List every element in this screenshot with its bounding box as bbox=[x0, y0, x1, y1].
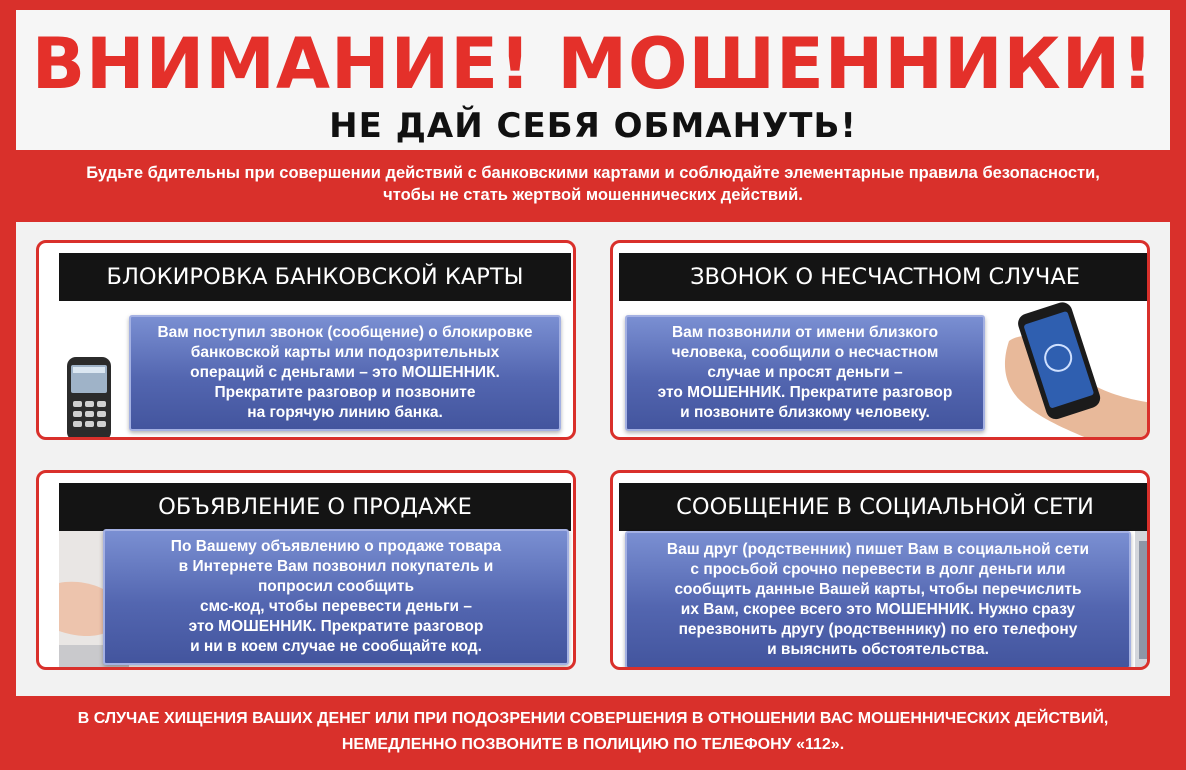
intro-line-1: Будьте бдительны при совершении действий с банковскими картами и соблюдайте элементарные правила безопасности, bbox=[86, 164, 1100, 182]
intro-line-2: чтобы не стать жертвой мошеннических действий. bbox=[383, 186, 803, 204]
footer-warning bbox=[0, 706, 1186, 758]
header-panel bbox=[16, 10, 1170, 150]
card-card-accident bbox=[610, 240, 1150, 440]
card-text: Вам позвонили от имени близкого человека, сообщили о несчастном случае и просят деньги – это МОШЕННИК. Прекратите разговор и позвоните близкому человеку. bbox=[657, 324, 953, 421]
card-card-blocking bbox=[36, 240, 576, 440]
card-text-box bbox=[129, 315, 561, 431]
card-text-box bbox=[103, 529, 569, 665]
page-title: ВНИМАНИЕ! МОШЕННИКИ! bbox=[31, 23, 1155, 105]
card-text-box bbox=[625, 531, 1131, 669]
footer-line-2: НЕМЕДЛЕННО ПОЗВОНИТЕ В ПОЛИЦИЮ ПО ТЕЛЕФОНУ «112». bbox=[341, 736, 845, 753]
page-subtitle: НЕ ДАЙ СЕБЯ ОБМАНУТЬ! bbox=[329, 106, 857, 146]
card-title: БЛОКИРОВКА БАНКОВСКОЙ КАРТЫ bbox=[59, 253, 571, 301]
footer-line-1: В СЛУЧАЕ ХИЩЕНИЯ ВАШИХ ДЕНЕГ ИЛИ ПРИ ПОДОЗРЕНИИ СОВЕРШЕНИЯ В ОТНОШЕНИИ ВАС МОШЕННИЧЕСКИХ ДЕЙСТВИЙ, bbox=[77, 710, 1109, 727]
card-text: Ваш друг (родственник) пишет Вам в социальной сети с просьбой срочно перевести в долг деньги или сообщить данные Вашей карты, чтобы перечислить их Вам, скорее всего это МОШЕННИК. Нужно сразу перезвонить другу (родственнику) по его телефону и выяснить обстоятельства. bbox=[666, 541, 1090, 658]
card-title: ЗВОНОК О НЕСЧАСТНОМ СЛУЧАЕ bbox=[619, 253, 1150, 301]
card-text: Вам поступил звонок (сообщение) о блокировке банковской карты или подозрительных операций с деньгами – это МОШЕННИК. Прекратите разговор и позвоните на горячую линию банка. bbox=[157, 324, 533, 421]
mobile-phone-icon bbox=[61, 353, 131, 440]
card-card-sale bbox=[36, 470, 576, 670]
card-text-box bbox=[625, 315, 985, 431]
card-card-social bbox=[610, 470, 1150, 670]
card-title: ОБЪЯВЛЕНИЕ О ПРОДАЖЕ bbox=[59, 483, 571, 531]
screen-edge-icon bbox=[1135, 531, 1150, 669]
content-panel bbox=[16, 222, 1170, 696]
card-text: По Вашему объявлению о продаже товара в Интернете Вам позвонил покупатель и попросил сообщить смс-код, чтобы перевести деньги – это МОШЕННИК. Прекратите разговор и ни в коем случае не сообщайте код. bbox=[170, 538, 502, 655]
hand-with-smartphone-icon bbox=[989, 301, 1150, 440]
card-title: СООБЩЕНИЕ В СОЦИАЛЬНОЙ СЕТИ bbox=[619, 483, 1150, 531]
intro-text bbox=[16, 162, 1170, 206]
